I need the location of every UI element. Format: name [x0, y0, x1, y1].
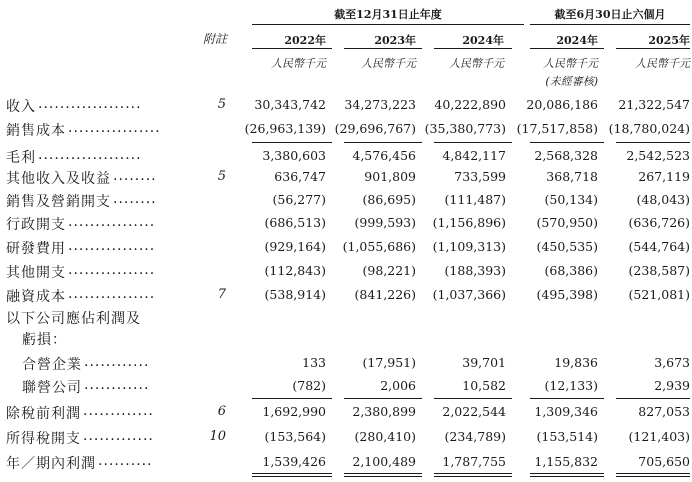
row-label: 銷售及營銷開支	[6, 194, 111, 210]
year-rule-2022	[252, 48, 332, 49]
row-leader-dots: ................	[68, 286, 156, 302]
table-cell: 2,380,899	[352, 404, 416, 419]
table-cell: (1,055,686)	[342, 239, 416, 254]
table-cell: 1,787,755	[442, 454, 506, 469]
unit-header-2023: 人民幣千元	[361, 57, 416, 70]
table-cell: (280,410)	[354, 429, 416, 444]
table-cell: 40,222,890	[434, 97, 506, 112]
table-cell: 2,022,544	[442, 404, 506, 419]
row-leader-dots: ............	[84, 377, 150, 393]
table-cell: (17,517,858)	[516, 121, 598, 136]
table-cell: (234,789)	[444, 429, 506, 444]
annual-header-rule	[252, 24, 524, 25]
table-cell: 20,086,186	[526, 97, 598, 112]
table-cell: (111,487)	[444, 192, 506, 207]
total-rule	[434, 398, 512, 399]
table-cell: (929,164)	[264, 239, 326, 254]
row-label: 以下公司應佔利潤及	[6, 311, 141, 327]
table-cell: (121,403)	[628, 429, 690, 444]
total-rule	[616, 476, 690, 477]
row-label: 聯營公司	[22, 380, 82, 396]
table-cell: 34,273,223	[344, 97, 416, 112]
unaudited-note: (未經審核)	[545, 75, 598, 88]
table-cell: 3,673	[654, 355, 690, 370]
row-leader-dots: ...................	[38, 147, 142, 163]
table-cell: 3,380,603	[262, 148, 326, 163]
table-cell: (570,950)	[536, 215, 598, 230]
table-cell: (48,043)	[636, 192, 690, 207]
table-cell: 827,053	[638, 404, 690, 419]
table-cell: 2,542,523	[626, 148, 690, 163]
year-rule-2023	[344, 48, 422, 49]
row-leader-dots: .............	[83, 403, 154, 419]
row-label: 虧損：	[22, 332, 67, 348]
total-rule	[252, 398, 332, 399]
year-rule-2025-interim	[616, 48, 690, 49]
unit-header-2025-interim: 人民幣千元	[635, 57, 690, 70]
table-cell: 1,539,426	[262, 454, 326, 469]
table-cell: 133	[302, 355, 326, 370]
row-label: 年／期內利潤	[6, 456, 96, 472]
row-label: 其他收入及收益	[6, 171, 111, 187]
row-leader-dots: ...................	[38, 96, 142, 112]
table-cell: (98,221)	[362, 263, 416, 278]
row-leader-dots: ................	[68, 262, 156, 278]
total-rule	[530, 398, 604, 399]
table-cell: 901,809	[364, 169, 416, 184]
row-label: 所得稅開支	[6, 431, 81, 447]
table-cell: (17,951)	[362, 355, 416, 370]
table-cell: 1,309,346	[534, 404, 598, 419]
total-rule	[616, 398, 690, 399]
table-cell: (56,277)	[272, 192, 326, 207]
table-cell: 636,747	[274, 169, 326, 184]
row-leader-dots: .................	[68, 120, 161, 136]
table-cell: 1,692,990	[262, 404, 326, 419]
unit-header-2024: 人民幣千元	[449, 57, 504, 70]
total-rule	[530, 473, 604, 474]
table-cell: (86,695)	[362, 192, 416, 207]
row-leader-dots: ..........	[98, 453, 153, 469]
table-cell: (999,593)	[354, 215, 416, 230]
table-cell: 39,701	[462, 355, 506, 370]
interim-header-rule	[530, 24, 690, 25]
year-rule-2024	[434, 48, 512, 49]
table-cell: 2,006	[380, 378, 416, 393]
row-leader-dots: ................	[68, 238, 156, 254]
row-label: 行政開支	[6, 217, 66, 233]
year-header-2022: 2022年	[284, 34, 326, 47]
table-cell: (35,380,773)	[424, 121, 506, 136]
total-rule	[344, 142, 422, 143]
year-header-2025-interim: 2025年	[648, 34, 690, 47]
table-cell: (841,226)	[354, 287, 416, 302]
table-cell: (112,843)	[264, 263, 326, 278]
row-leader-dots: ........	[113, 191, 157, 207]
year-rule-2024-interim	[530, 48, 604, 49]
table-cell: (636,726)	[628, 215, 690, 230]
total-rule	[434, 142, 512, 143]
total-rule	[252, 142, 332, 143]
table-cell: (26,963,139)	[244, 121, 326, 136]
table-cell: 4,576,456	[352, 148, 416, 163]
unit-header-2024-interim: 人民幣千元	[543, 57, 598, 70]
row-label: 除稅前利潤	[6, 406, 81, 422]
year-header-2024: 2024年	[462, 34, 504, 47]
table-cell: 705,650	[638, 454, 690, 469]
row-note: 6	[217, 404, 226, 419]
table-cell: (153,564)	[264, 429, 326, 444]
table-cell: (1,109,313)	[432, 239, 506, 254]
row-note: 10	[209, 429, 226, 444]
total-rule	[530, 142, 604, 143]
table-cell: (1,156,896)	[432, 215, 506, 230]
table-cell: (18,780,024)	[608, 121, 690, 136]
row-label: 合營企業	[22, 357, 82, 373]
row-note: 7	[217, 287, 226, 302]
table-cell: 21,322,547	[618, 97, 690, 112]
row-leader-dots: ................	[68, 214, 156, 230]
table-cell: (12,133)	[544, 378, 598, 393]
table-cell: 368,718	[546, 169, 598, 184]
row-note: 5	[217, 169, 226, 184]
table-cell: 10,582	[462, 378, 506, 393]
note-column-header: 附註	[203, 32, 228, 46]
table-cell: 2,939	[654, 378, 690, 393]
table-cell: 4,842,117	[442, 148, 506, 163]
table-cell: (238,587)	[628, 263, 690, 278]
table-cell: 2,568,328	[534, 148, 598, 163]
table-cell: 2,100,489	[352, 454, 416, 469]
total-rule	[434, 476, 512, 477]
total-rule	[252, 473, 332, 474]
table-cell: 19,836	[554, 355, 598, 370]
table-cell: (29,696,767)	[334, 121, 416, 136]
annual-period-header: 截至12月31日止年度	[334, 8, 442, 21]
table-cell: (686,513)	[264, 215, 326, 230]
row-leader-dots: ............	[84, 354, 150, 370]
row-label: 毛利	[6, 150, 36, 166]
table-cell: (782)	[292, 378, 326, 393]
table-cell: 1,155,832	[534, 454, 598, 469]
row-label: 銷售成本	[6, 123, 66, 139]
total-rule	[344, 473, 422, 474]
table-cell: (450,535)	[536, 239, 598, 254]
row-note: 5	[217, 97, 226, 112]
total-rule	[530, 476, 604, 477]
total-rule	[434, 473, 512, 474]
table-cell: (495,398)	[536, 287, 598, 302]
row-label: 融資成本	[6, 289, 66, 305]
table-cell: (188,393)	[444, 263, 506, 278]
total-rule	[616, 142, 690, 143]
table-cell: 733,599	[454, 169, 506, 184]
table-cell: (153,514)	[536, 429, 598, 444]
table-cell: (521,081)	[628, 287, 690, 302]
unit-header-2022: 人民幣千元	[271, 57, 326, 70]
row-label: 收入	[6, 99, 36, 115]
table-cell: 267,119	[638, 169, 690, 184]
table-cell: (538,914)	[264, 287, 326, 302]
total-rule	[252, 476, 332, 477]
row-leader-dots: ........	[113, 168, 157, 184]
row-label: 其他開支	[6, 265, 66, 281]
total-rule	[344, 476, 422, 477]
table-cell: 30,343,742	[254, 97, 326, 112]
year-header-2024-interim: 2024年	[556, 34, 598, 47]
total-rule	[344, 398, 422, 399]
interim-period-header: 截至6月30日止六個月	[554, 8, 666, 21]
row-leader-dots: .............	[83, 428, 154, 444]
row-label: 研發費用	[6, 241, 66, 257]
table-cell: (1,037,366)	[432, 287, 506, 302]
table-cell: (68,386)	[544, 263, 598, 278]
table-cell: (50,134)	[544, 192, 598, 207]
year-header-2023: 2023年	[374, 34, 416, 47]
total-rule	[616, 473, 690, 474]
table-cell: (544,764)	[628, 239, 690, 254]
